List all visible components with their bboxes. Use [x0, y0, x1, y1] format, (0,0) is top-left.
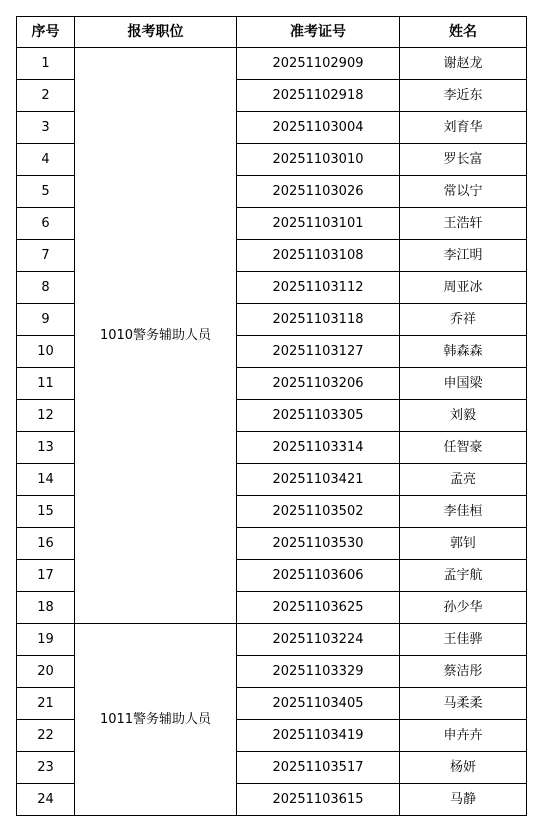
seq-cell: 24 [17, 784, 75, 816]
name-cell: 马静 [400, 784, 527, 816]
ticket-cell: 20251103421 [237, 464, 400, 496]
name-cell: 蔡洁彤 [400, 656, 527, 688]
ticket-cell: 20251103127 [237, 336, 400, 368]
ticket-cell: 20251103305 [237, 400, 400, 432]
ticket-cell: 20251103108 [237, 240, 400, 272]
seq-cell: 21 [17, 688, 75, 720]
name-cell: 孟宇航 [400, 560, 527, 592]
table-row [17, 48, 527, 80]
name-cell: 常以宁 [400, 176, 527, 208]
seq-cell: 1 [17, 48, 75, 80]
name-cell: 刘育华 [400, 112, 527, 144]
name-cell: 乔祥 [400, 304, 527, 336]
seq-cell: 14 [17, 464, 75, 496]
ticket-cell: 20251103405 [237, 688, 400, 720]
ticket-cell: 20251103314 [237, 432, 400, 464]
ticket-cell: 20251103606 [237, 560, 400, 592]
seq-cell: 8 [17, 272, 75, 304]
name-cell: 李江明 [400, 240, 527, 272]
ticket-cell: 20251102918 [237, 80, 400, 112]
ticket-cell: 20251103101 [237, 208, 400, 240]
ticket-cell: 20251103502 [237, 496, 400, 528]
name-cell: 孙少华 [400, 592, 527, 624]
header-ticket: 准考证号 [237, 17, 400, 48]
ticket-cell: 20251103118 [237, 304, 400, 336]
name-cell: 李佳桓 [400, 496, 527, 528]
header-row [17, 17, 527, 48]
name-cell: 申卉卉 [400, 720, 527, 752]
ticket-cell: 20251102909 [237, 48, 400, 80]
seq-cell: 19 [17, 624, 75, 656]
ticket-cell: 20251103010 [237, 144, 400, 176]
ticket-cell: 20251103517 [237, 752, 400, 784]
seq-cell: 20 [17, 656, 75, 688]
seq-cell: 18 [17, 592, 75, 624]
seq-cell: 22 [17, 720, 75, 752]
name-cell: 王浩轩 [400, 208, 527, 240]
ticket-cell: 20251103419 [237, 720, 400, 752]
seq-cell: 2 [17, 80, 75, 112]
name-cell: 罗长富 [400, 144, 527, 176]
seq-cell: 15 [17, 496, 75, 528]
name-cell: 周亚冰 [400, 272, 527, 304]
seq-cell: 4 [17, 144, 75, 176]
seq-cell: 23 [17, 752, 75, 784]
ticket-cell: 20251103530 [237, 528, 400, 560]
ticket-cell: 20251103615 [237, 784, 400, 816]
name-cell: 谢赵龙 [400, 48, 527, 80]
name-cell: 刘毅 [400, 400, 527, 432]
ticket-cell: 20251103026 [237, 176, 400, 208]
seq-cell: 9 [17, 304, 75, 336]
ticket-cell: 20251103329 [237, 656, 400, 688]
table-row [17, 624, 527, 656]
ticket-cell: 20251103112 [237, 272, 400, 304]
header-seq: 序号 [17, 17, 75, 48]
seq-cell: 6 [17, 208, 75, 240]
name-cell: 任智豪 [400, 432, 527, 464]
name-cell: 郭钊 [400, 528, 527, 560]
ticket-cell: 20251103625 [237, 592, 400, 624]
name-cell: 王佳骅 [400, 624, 527, 656]
seq-cell: 13 [17, 432, 75, 464]
seq-cell: 5 [17, 176, 75, 208]
header-name: 姓名 [400, 17, 527, 48]
seq-cell: 17 [17, 560, 75, 592]
seq-cell: 16 [17, 528, 75, 560]
name-cell: 杨妍 [400, 752, 527, 784]
table-body [17, 48, 527, 816]
ticket-cell: 20251103004 [237, 112, 400, 144]
position-cell: 1011警务辅助人员 [75, 624, 237, 816]
seq-cell: 12 [17, 400, 75, 432]
name-cell: 马柔柔 [400, 688, 527, 720]
name-cell: 孟亮 [400, 464, 527, 496]
header-position: 报考职位 [75, 17, 237, 48]
seq-cell: 3 [17, 112, 75, 144]
seq-cell: 11 [17, 368, 75, 400]
ticket-cell: 20251103206 [237, 368, 400, 400]
name-cell: 申国梁 [400, 368, 527, 400]
ticket-cell: 20251103224 [237, 624, 400, 656]
position-cell: 1010警务辅助人员 [75, 48, 237, 624]
seq-cell: 10 [17, 336, 75, 368]
name-cell: 李近东 [400, 80, 527, 112]
candidate-table [16, 16, 527, 816]
seq-cell: 7 [17, 240, 75, 272]
name-cell: 韩森森 [400, 336, 527, 368]
